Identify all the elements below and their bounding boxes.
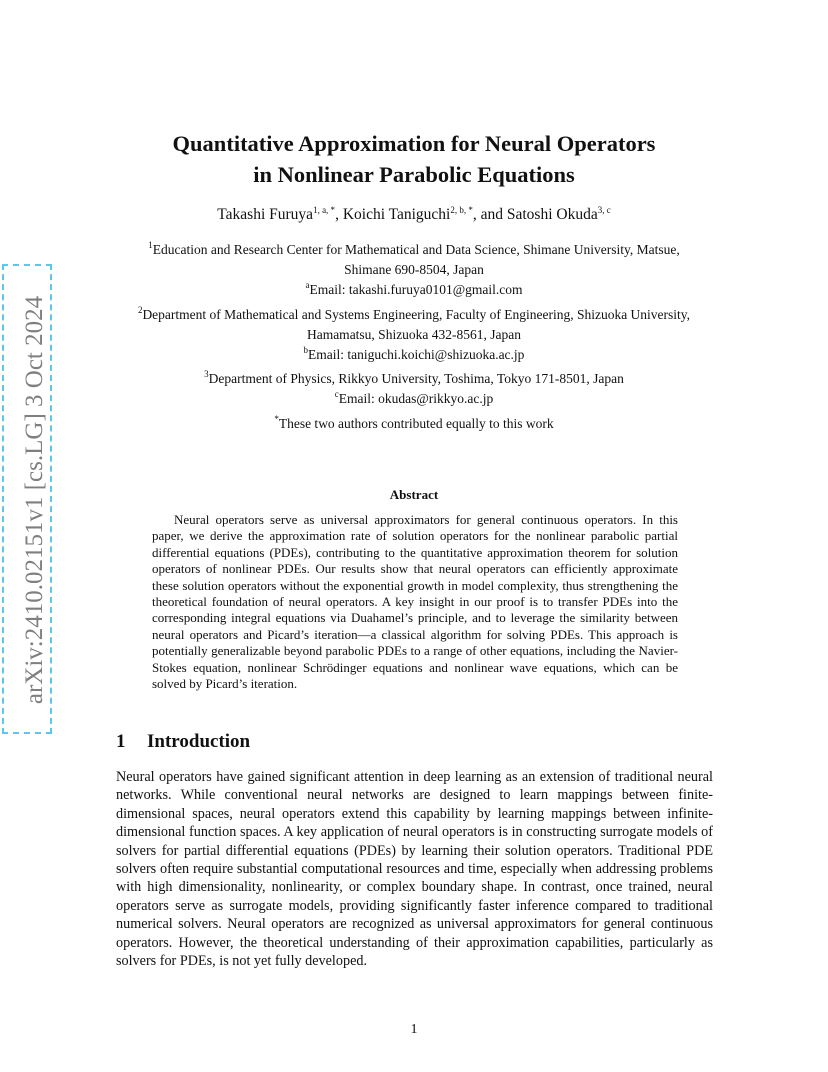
affiliation-mark: 2 — [137, 305, 143, 315]
email-address[interactable]: Email: takashi.furuya0101@gmail.com — [309, 282, 523, 297]
arxiv-identifier[interactable]: arXiv:2410.02151v1 [cs.LG] 3 Oct 2024 — [21, 295, 48, 705]
introduction-body — [116, 768, 713, 970]
footnote-mark: * — [274, 414, 279, 424]
affiliation-line: Hamamatsu, Shizuoka 432-8561, Japan — [306, 327, 522, 342]
paper-title — [0, 128, 828, 190]
footnote-text: These two authors contributed equally to this work — [278, 416, 554, 431]
section-number: 1 — [116, 731, 126, 752]
affiliation-3 — [0, 369, 828, 409]
title-line-2: in Nonlinear Parabolic Equations — [253, 162, 575, 187]
affiliation-2 — [0, 305, 828, 365]
title-line-1: Quantitative Approximation for Neural Operators — [172, 131, 656, 156]
email-mark: a — [305, 280, 310, 290]
affiliation-mark: 3 — [204, 369, 209, 379]
abstract-heading: Abstract — [389, 487, 439, 502]
abstract-body — [152, 512, 678, 692]
affiliation-1 — [0, 240, 828, 300]
section-title: Introduction — [147, 731, 251, 752]
author-name: Takashi Furuya — [217, 206, 314, 223]
equal-contribution-note — [0, 414, 828, 434]
email-mark: b — [303, 345, 309, 355]
author-list — [0, 206, 828, 224]
page-number: 1 — [410, 1022, 418, 1037]
email-address[interactable]: Email: okudas@rikkyo.ac.jp — [338, 391, 494, 406]
abstract-paragraph: Neural operators serve as universal approximators for general continuous operators. In this paper, we derive the approximation rate of solution operators for the nonlinear parabolic partial differential equations (PDEs), contributing to the quantitative approximation theorem for solution operators of nonlinear PDEs. Our results show that neural operators can efficiently approximate these solution operators without the exponential growth in model complexity, thus strengthening the theoretical foundation of neural operators. A key insight in our proof is to transfer PDEs into the corresponding integral equations via Duahamel’s principle, and to leverage the similarity between neural operators and Picard’s iteration—a classical algorithm for solving PDEs. This approach is potentially generalizable beyond parabolic PDEs to a range of other equations, including the Navier-Stokes equation, nonlinear Schrödinger equations and nonlinear wave equations, which can be solved by Picard’s iteration. — [152, 512, 678, 692]
affiliation-line: Department of Physics, Rikkyo University, Toshima, Tokyo 171-8501, Japan — [208, 371, 624, 386]
author-marks: 3, c — [597, 205, 611, 215]
email-address[interactable]: Email: taniguchi.koichi@shizuoka.ac.jp — [308, 347, 525, 362]
author-marks: 1, a, * — [313, 205, 336, 215]
email-mark: c — [334, 389, 339, 399]
author-name: Satoshi Okuda — [506, 206, 598, 223]
author-separator: , and — [472, 206, 507, 223]
section-heading — [116, 731, 250, 753]
affiliation-line: Education and Research Center for Mathematical and Data Science, Shimane University, Matsue, — [152, 242, 680, 257]
author-separator: , — [335, 206, 343, 223]
author-name: Koichi Taniguchi — [342, 206, 451, 223]
affiliation-line: Shimane 690-8504, Japan — [344, 262, 484, 277]
affiliation-mark: 1 — [148, 240, 153, 250]
affiliation-line: Department of Mathematical and Systems Engineering, Faculty of Engineering, Shizuoka University, — [142, 307, 691, 322]
author-marks: 2, b, * — [450, 205, 473, 215]
body-paragraph: Neural operators have gained significant attention in deep learning as an extension of traditional neural networks. While conventional neural networks are designed to learn mappings between finite-dimensional spaces, neural operators extend this capability by learning mappings between infinite-dimensional function spaces. A key application of neural operators is in constructing surrogate models of solvers for partial differential equations (PDEs) by learning their solution operators. Traditional PDE solvers often require substantial computational resources and time, especially when addressing problems with high dimensionality, nonlinearity, or complex boundary shape. In contrast, once trained, neural operators serve as surrogate models, providing significantly faster inference compared to traditional numerical solvers. Neural operators are recognized as universal approximators for general continuous operators. However, the theoretical understanding of their approximation capabilities, particularly as solvers for PDEs, is not yet fully developed. — [116, 769, 713, 970]
